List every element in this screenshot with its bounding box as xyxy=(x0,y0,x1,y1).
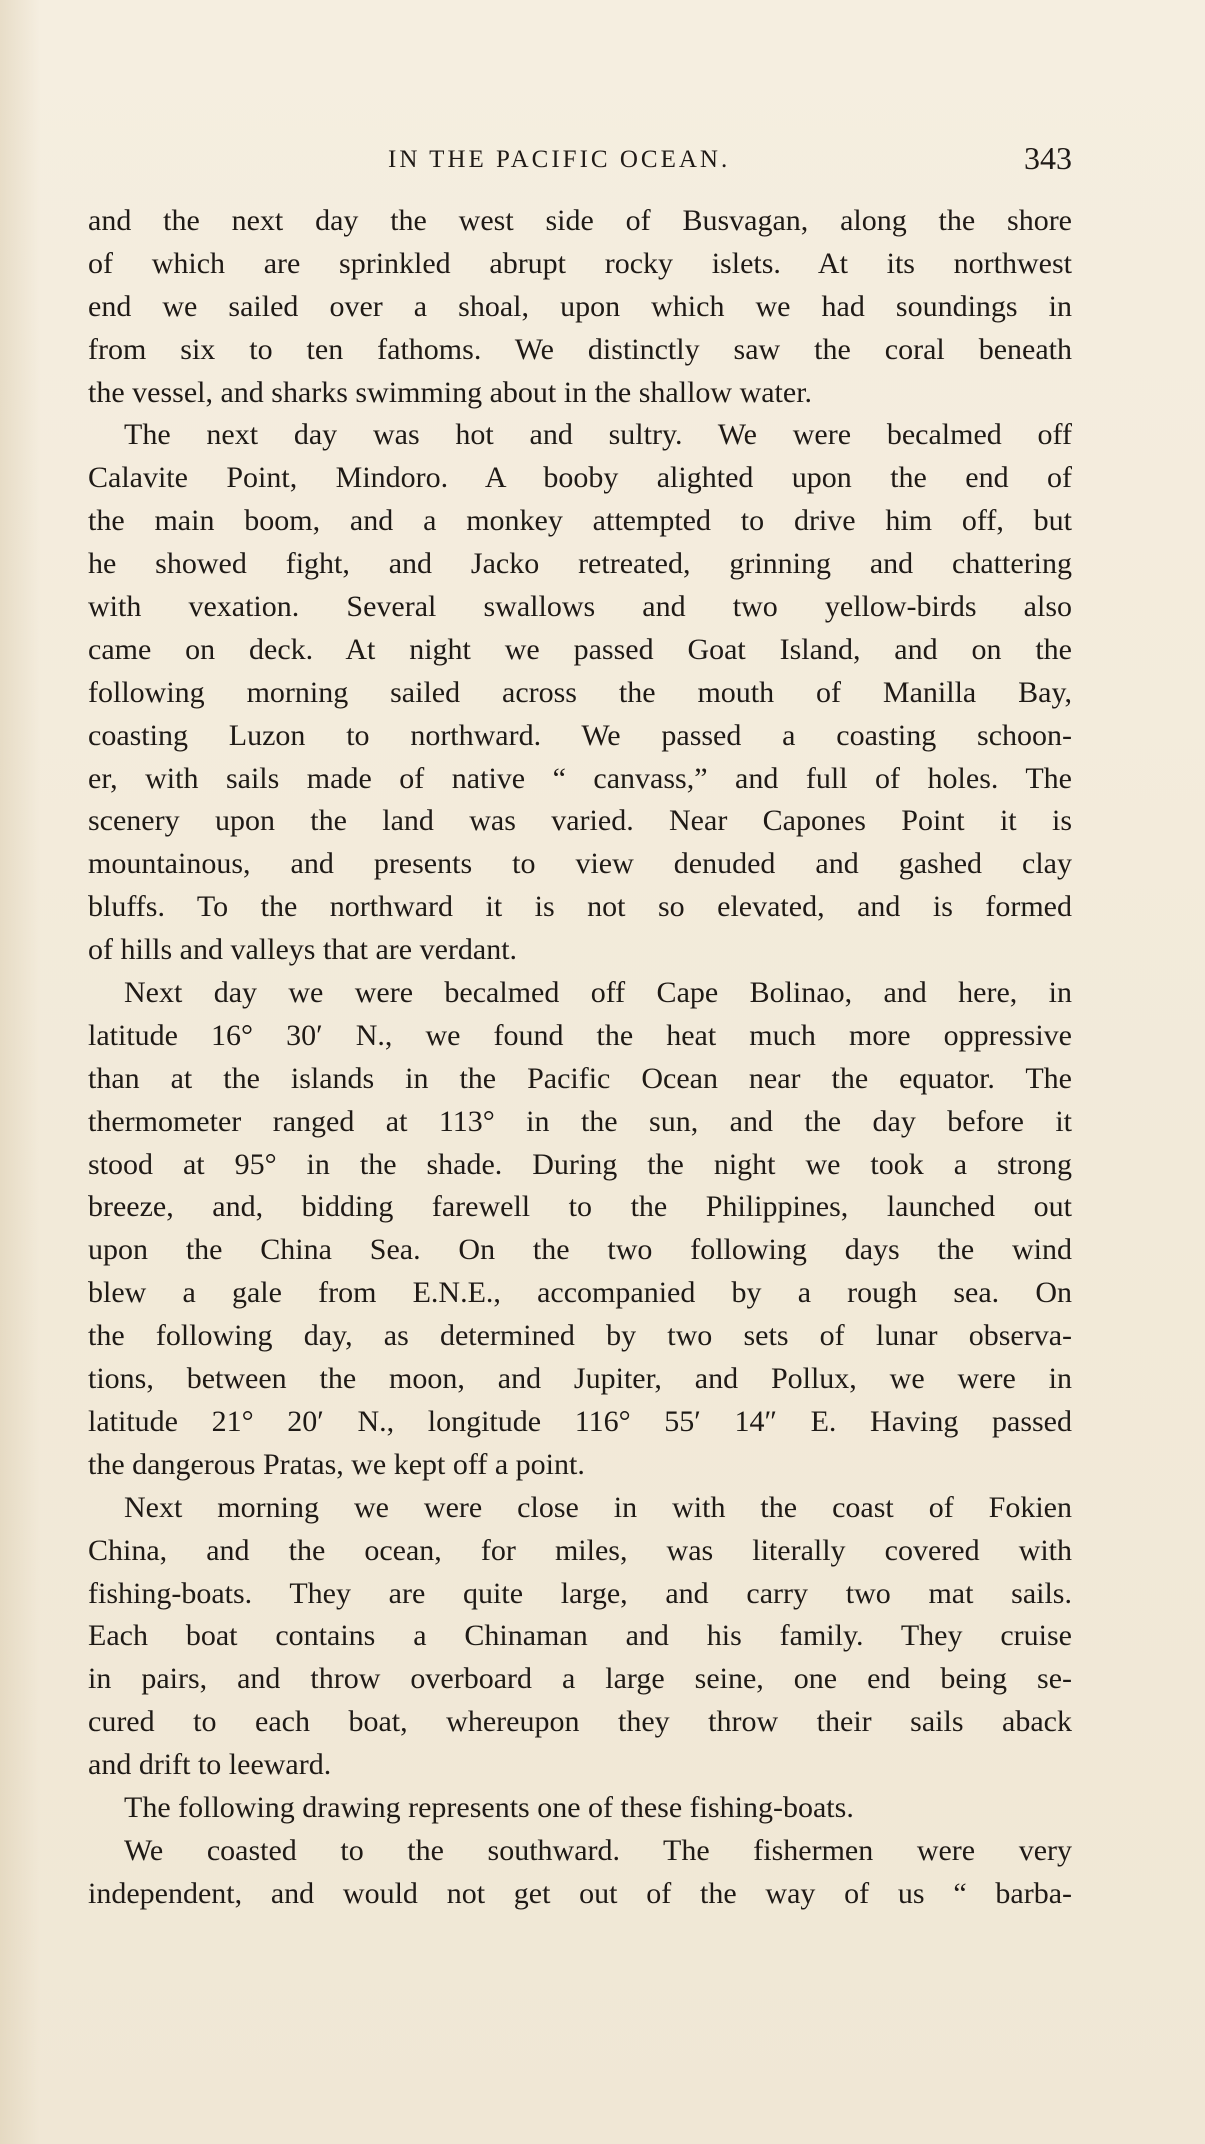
text-line: Each boat contains a Chinaman and his family. They cruise xyxy=(88,1619,1072,1653)
text-line: he showed fight, and Jacko retreated, grinning and chattering xyxy=(88,547,1072,581)
text-line: breeze, and, bidding farewell to the Philippines, launched out xyxy=(88,1190,1072,1224)
text-line: scenery upon the land was varied. Near Capones Point it is xyxy=(88,804,1072,838)
text-line: end we sailed over a shoal, upon which we had soundings in xyxy=(88,289,1072,323)
text-line: cured to each boat, whereupon they throw their sails aback xyxy=(88,1705,1072,1739)
text-line: Next day we were becalmed off Cape Bolinao, and here, in xyxy=(124,976,1072,1010)
text-line: thermometer ranged at 113° in the sun, and the day before it xyxy=(88,1104,1072,1138)
text-line: We coasted to the southward. The fishermen were very xyxy=(124,1833,1072,1867)
text-line: the main boom, and a monkey attempted to drive him off, but xyxy=(88,504,1072,538)
text-line: the vessel, and sharks swimming about in the shallow water. xyxy=(88,375,813,409)
text-line: of hills and valleys that are verdant. xyxy=(88,933,518,967)
text-line: from six to ten fathoms. We distinctly saw the coral beneath xyxy=(88,332,1072,366)
text-line: bluffs. To the northward it is not so elevated, and is formed xyxy=(88,890,1072,924)
text-line: following morning sailed across the mouth of Manilla Bay, xyxy=(88,675,1072,709)
text-line: coasting Luzon to northward. We passed a coasting schoon- xyxy=(88,718,1072,752)
text-line: than at the islands in the Pacific Ocean near the equator. The xyxy=(88,1061,1072,1095)
text-line: and drift to leeward. xyxy=(88,1748,332,1782)
text-line: in pairs, and throw overboard a large seine, one end being se- xyxy=(88,1662,1072,1696)
text-line: and the next day the west side of Busvagan, along the shore xyxy=(88,204,1072,237)
text-line: Calavite Point, Mindoro. A booby alighted upon the end of xyxy=(88,461,1072,495)
page-header xyxy=(88,138,1072,188)
text-line: of which are sprinkled abrupt rocky islets. At its northwest xyxy=(88,246,1072,280)
text-line: the dangerous Pratas, we kept off a point. xyxy=(88,1447,585,1481)
text-line: latitude 21° 20′ N., longitude 116° 55′ 14″ E. Having passed xyxy=(88,1404,1072,1438)
text-line: The next day was hot and sultry. We were becalmed off xyxy=(124,418,1072,452)
text-line: er, with sails made of native “ canvass,” and full of holes. The xyxy=(88,761,1072,795)
text-line: tions, between the moon, and Jupiter, and Pollux, we were in xyxy=(88,1362,1072,1396)
text-line: with vexation. Several swallows and two yellow-birds also xyxy=(88,590,1072,624)
text-line: upon the China Sea. On the two following days the wind xyxy=(88,1233,1072,1267)
text-line: independent, and would not get out of the way of us “ barba- xyxy=(88,1876,1072,1910)
text-line: fishing-boats. They are quite large, and carry two mat sails. xyxy=(88,1576,1072,1610)
body-text xyxy=(88,200,1072,1916)
text-line: Next morning we were close in with the coast of Fokien xyxy=(124,1490,1072,1524)
text-line: stood at 95° in the shade. During the night we took a strong xyxy=(88,1147,1072,1181)
text-line: blew a gale from E.N.E., accompanied by a rough sea. On xyxy=(88,1276,1072,1310)
running-head: IN THE PACIFIC OCEAN. xyxy=(388,146,731,173)
page-number: 343 xyxy=(1024,140,1072,176)
text-line: mountainous, and presents to view denuded and gashed clay xyxy=(88,847,1072,881)
text-line: The following drawing represents one of these fishing-boats. xyxy=(124,1790,854,1824)
text-line: latitude 16° 30′ N., we found the heat much more oppressive xyxy=(88,1018,1072,1052)
text-line: came on deck. At night we passed Goat Island, and on the xyxy=(88,632,1072,666)
text-line: China, and the ocean, for miles, was literally covered with xyxy=(88,1533,1072,1567)
text-line: the following day, as determined by two sets of lunar observa- xyxy=(88,1319,1072,1353)
